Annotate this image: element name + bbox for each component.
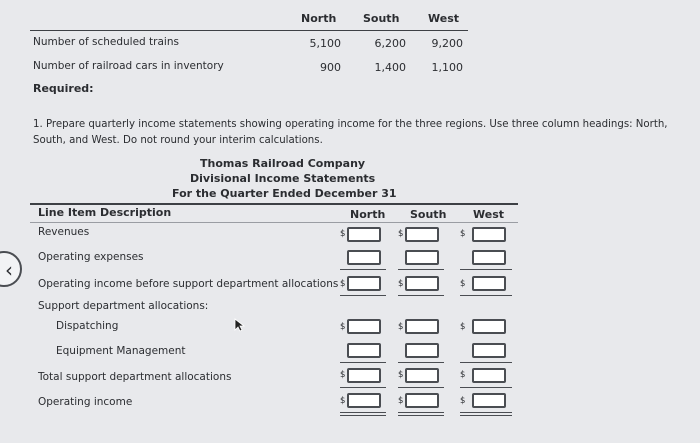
col-header-west: West [428, 12, 460, 25]
stmt-col-south: South [410, 208, 447, 221]
currency-symbol: $ [460, 322, 466, 332]
value-cars-south: 1,400 [374, 61, 406, 74]
input-op-income-before-south[interactable] [405, 276, 439, 291]
stmt-col-west: West [473, 208, 505, 221]
currency-symbol: $ [340, 322, 346, 332]
currency-symbol: $ [398, 396, 404, 406]
col-header-south: South [363, 12, 400, 25]
currency-symbol: $ [398, 322, 404, 332]
col-line-item-description: Line Item Description [38, 206, 172, 219]
input-operating-income-north[interactable] [347, 393, 381, 408]
instruction-line-1: 1. Prepare quarterly income statements showing operating income for the three regions. Use three column headings: North, [33, 119, 668, 130]
column-header-rule [30, 222, 518, 223]
subtotal-underline [340, 295, 386, 296]
value-cars-north: 900 [320, 61, 341, 74]
input-total-support-west[interactable] [472, 368, 506, 383]
input-op-income-before-north[interactable] [347, 276, 381, 291]
input-revenues-west[interactable] [472, 227, 506, 242]
currency-symbol: $ [460, 396, 466, 406]
row-total-support-allocations: Total support department allocations [38, 371, 232, 383]
currency-symbol: $ [398, 279, 404, 289]
row-equipment-management: Equipment Management [56, 345, 186, 357]
stmt-col-north: North [350, 208, 386, 221]
instruction-line-2: South, and West. Do not round your interim calculations. [33, 135, 323, 146]
row-label-railroad-cars: Number of railroad cars in inventory [33, 60, 224, 72]
statement-header-rule [30, 203, 518, 205]
subtotal-underline [398, 362, 444, 363]
row-label-scheduled-trains: Number of scheduled trains [33, 36, 179, 48]
col-header-north: North [301, 12, 337, 25]
input-total-support-south[interactable] [405, 368, 439, 383]
input-opex-south[interactable] [405, 250, 439, 265]
total-double-underline [398, 412, 444, 416]
value-trains-west: 9,200 [431, 37, 463, 50]
input-dispatching-south[interactable] [405, 319, 439, 334]
input-revenues-south[interactable] [405, 227, 439, 242]
row-support-allocations-header: Support department allocations: [38, 300, 209, 312]
currency-symbol: $ [398, 229, 404, 239]
subtotal-underline [340, 387, 386, 388]
required-label: Required: [33, 82, 94, 95]
currency-symbol: $ [340, 370, 346, 380]
input-operating-income-west[interactable] [472, 393, 506, 408]
statement-company: Thomas Railroad Company [200, 157, 366, 170]
mouse-pointer-icon [234, 318, 246, 332]
currency-symbol: $ [340, 279, 346, 289]
input-op-income-before-west[interactable] [472, 276, 506, 291]
value-trains-north: 5,100 [309, 37, 341, 50]
row-operating-expenses: Operating expenses [38, 251, 144, 263]
currency-symbol: $ [460, 370, 466, 380]
back-button[interactable] [0, 251, 22, 287]
currency-symbol: $ [340, 229, 346, 239]
subtotal-underline [340, 362, 386, 363]
input-opex-north[interactable] [347, 250, 381, 265]
currency-symbol: $ [398, 370, 404, 380]
subtotal-underline [460, 269, 512, 270]
row-op-income-before-allocations: Operating income before support department allocations [38, 278, 339, 290]
currency-symbol: $ [340, 396, 346, 406]
subtotal-underline [398, 387, 444, 388]
row-operating-income: Operating income [38, 396, 133, 408]
statement-title: Divisional Income Statements [190, 172, 376, 185]
input-operating-income-south[interactable] [405, 393, 439, 408]
chevron-left-icon: ‹ [5, 258, 13, 282]
table-header-rule [30, 30, 468, 31]
total-double-underline [340, 412, 386, 416]
value-trains-south: 6,200 [374, 37, 406, 50]
subtotal-underline [398, 269, 444, 270]
row-revenues: Revenues [38, 226, 90, 238]
input-opex-west[interactable] [472, 250, 506, 265]
input-dispatching-west[interactable] [472, 319, 506, 334]
subtotal-underline [340, 269, 386, 270]
subtotal-underline [398, 295, 444, 296]
input-dispatching-north[interactable] [347, 319, 381, 334]
subtotal-underline [460, 362, 512, 363]
value-cars-west: 1,100 [431, 61, 463, 74]
row-dispatching: Dispatching [56, 320, 119, 332]
total-double-underline [460, 412, 512, 416]
currency-symbol: $ [460, 229, 466, 239]
subtotal-underline [460, 295, 512, 296]
statement-period: For the Quarter Ended December 31 [172, 187, 397, 200]
input-equipment-north[interactable] [347, 343, 381, 358]
currency-symbol: $ [460, 279, 466, 289]
subtotal-underline [460, 387, 512, 388]
input-total-support-north[interactable] [347, 368, 381, 383]
input-equipment-south[interactable] [405, 343, 439, 358]
input-revenues-north[interactable] [347, 227, 381, 242]
input-equipment-west[interactable] [472, 343, 506, 358]
